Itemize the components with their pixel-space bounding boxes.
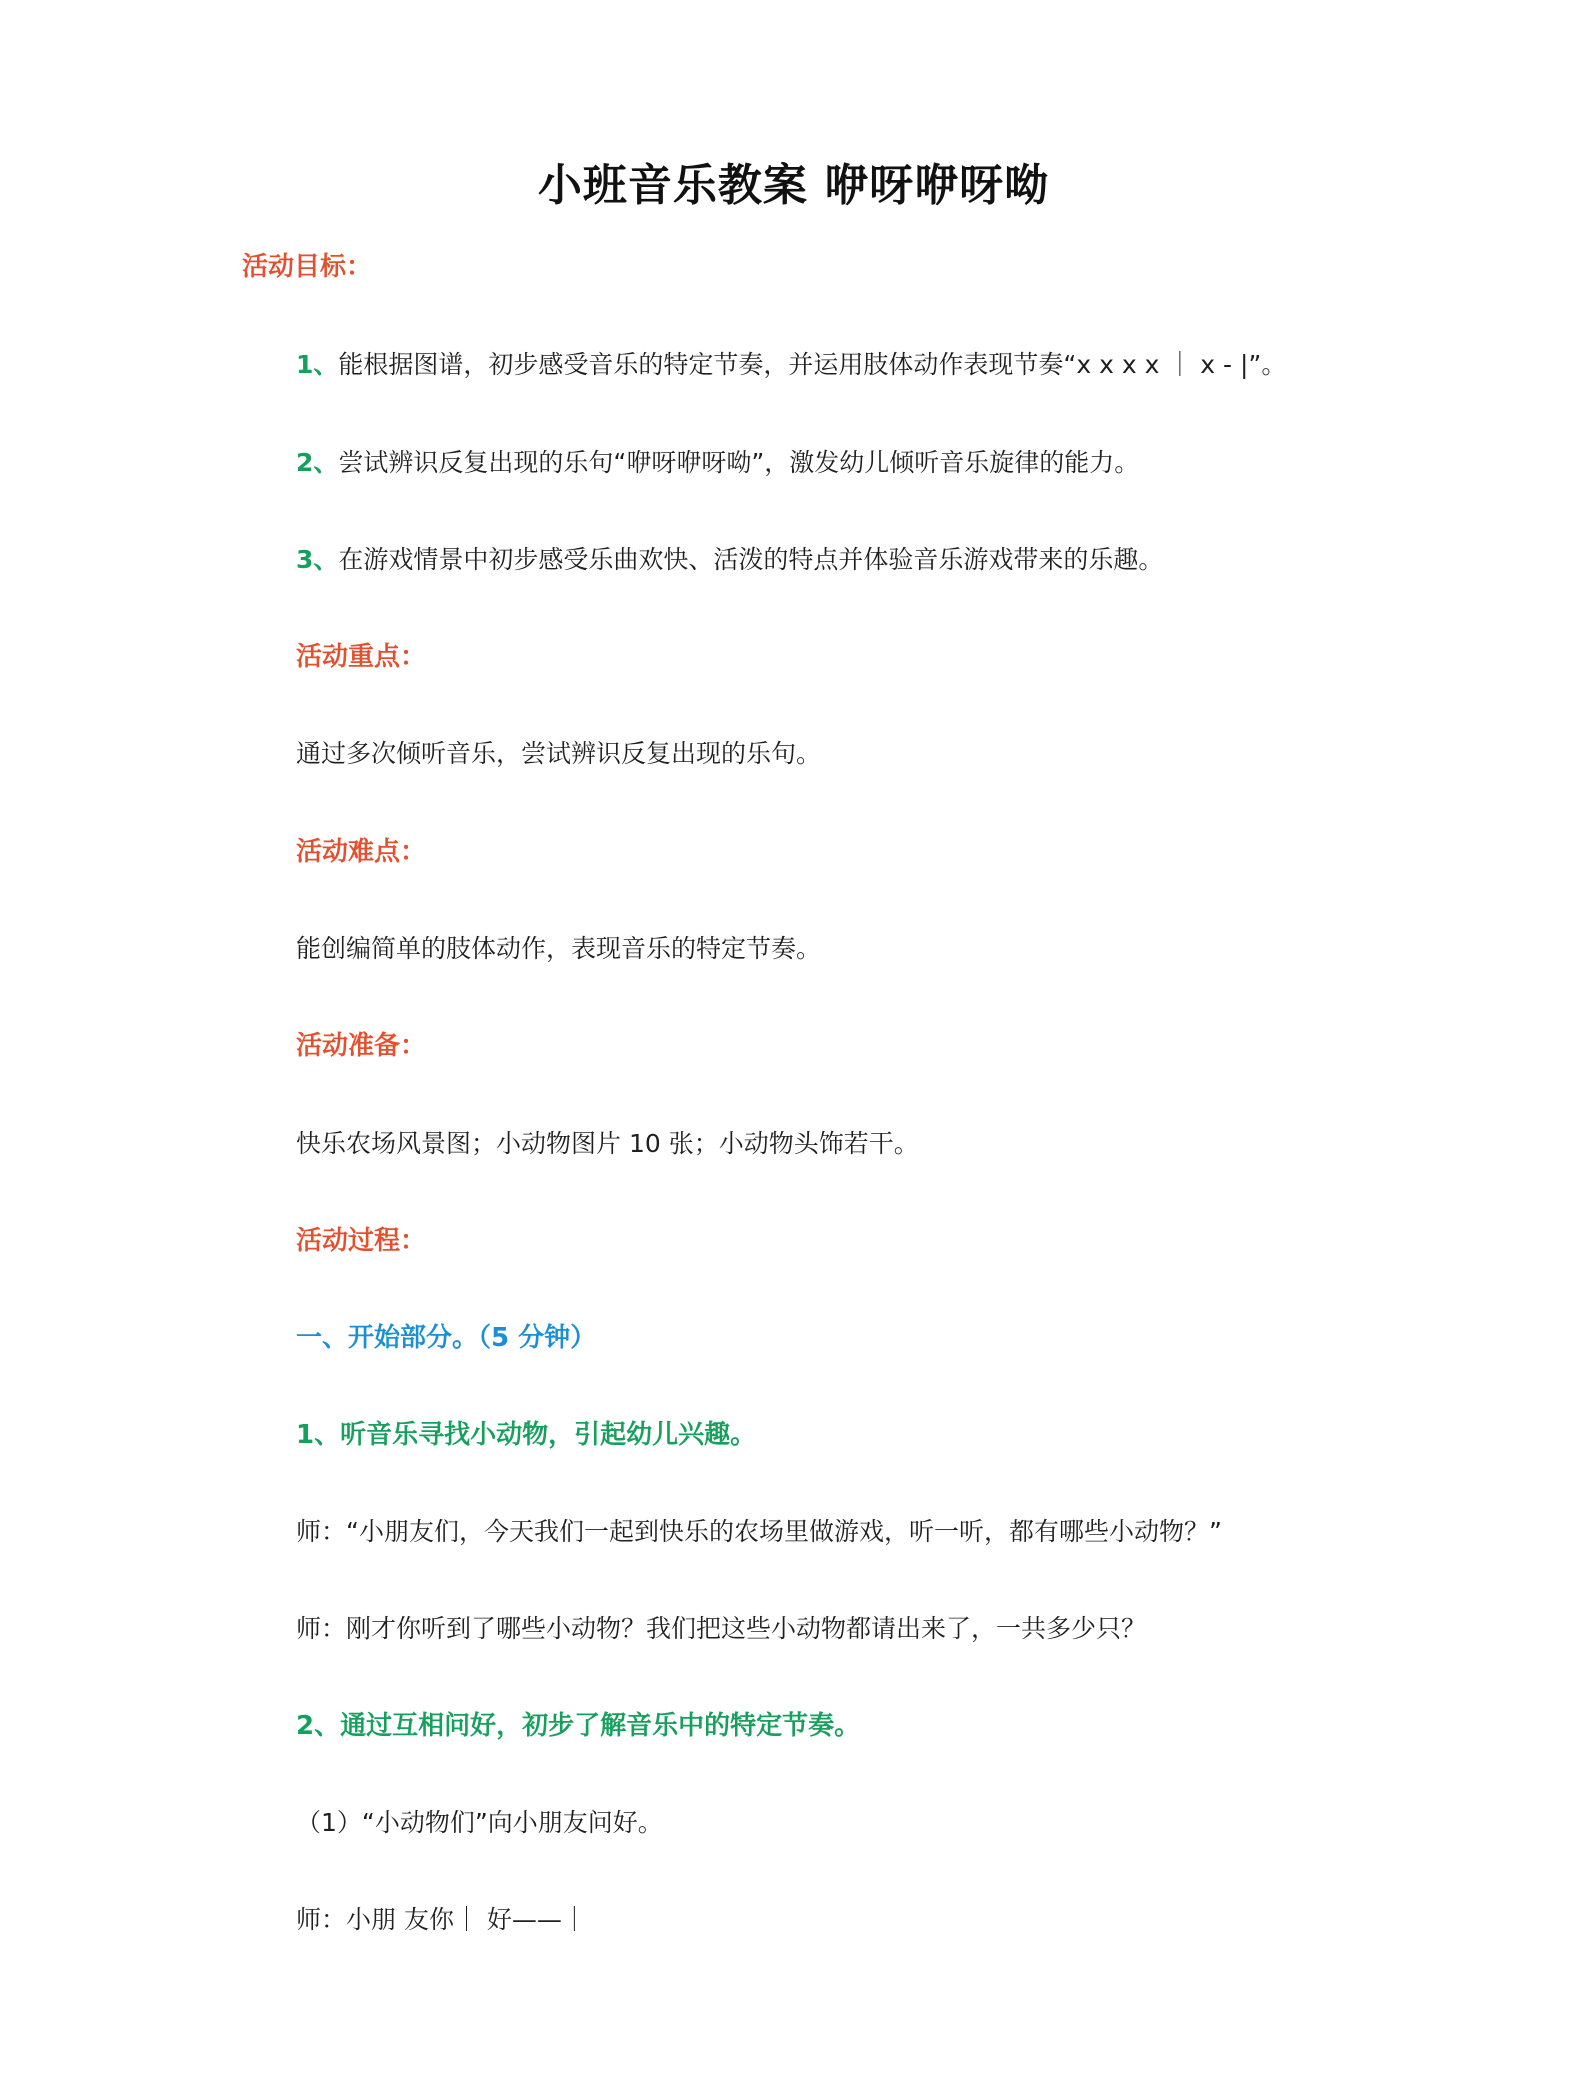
step2-line-2: 师：小朋 友你｜ 好——｜: [296, 1905, 587, 1934]
goal-number: 3、: [296, 545, 339, 574]
goal-text: 在游戏情景中初步感受乐曲欢快、活泼的特点并体验音乐游戏带来的乐趣。: [338, 545, 1164, 574]
goal-item-1: [296, 348, 1286, 382]
difficulty-text: 能创编简单的肢体动作，表现音乐的特定节奏。: [296, 934, 822, 963]
step2-heading: 2、通过互相问好，初步了解音乐中的特定节奏。: [296, 1711, 861, 1741]
step1-heading: 1、听音乐寻找小动物，引起幼儿兴趣。: [296, 1420, 757, 1450]
part1-heading: 一、开始部分。（5 分钟）: [296, 1323, 597, 1353]
difficulty-heading: 活动难点：: [296, 837, 427, 867]
process-heading: 活动过程：: [296, 1226, 427, 1256]
goal-number: 2、: [296, 448, 339, 477]
key-point-heading: 活动重点：: [296, 642, 427, 672]
step1-line-2: 师：刚才你听到了哪些小动物？我们把这些小动物都请出来了，一共多少只？: [296, 1614, 1147, 1643]
goal-text: 尝试辨识反复出现的乐句“咿呀咿呀呦”，激发幼儿倾听音乐旋律的能力。: [338, 448, 1140, 477]
step2-line-1: （1）“小动物们”向小朋友问好。: [296, 1808, 663, 1837]
goal-item-3: [296, 543, 1163, 577]
step1-line-1: 师：“小朋友们，今天我们一起到快乐的农场里做游戏，听一听，都有哪些小动物？”: [296, 1517, 1222, 1546]
goal-text: 能根据图谱，初步感受音乐的特定节奏，并运用肢体动作表现节奏“x x x x ｜ x - |”。: [338, 350, 1287, 379]
document-title: 小班音乐教案 咿呀咿呀呦: [537, 160, 1050, 211]
goals-heading: 活动目标：: [242, 252, 373, 282]
goal-item-2: [296, 446, 1139, 480]
preparation-text: 快乐农场风景图；小动物图片 10 张；小动物头饰若干。: [296, 1129, 919, 1158]
key-point-text: 通过多次倾听音乐，尝试辨识反复出现的乐句。: [296, 739, 822, 768]
goal-number: 1、: [296, 350, 339, 379]
preparation-heading: 活动准备：: [296, 1031, 427, 1061]
